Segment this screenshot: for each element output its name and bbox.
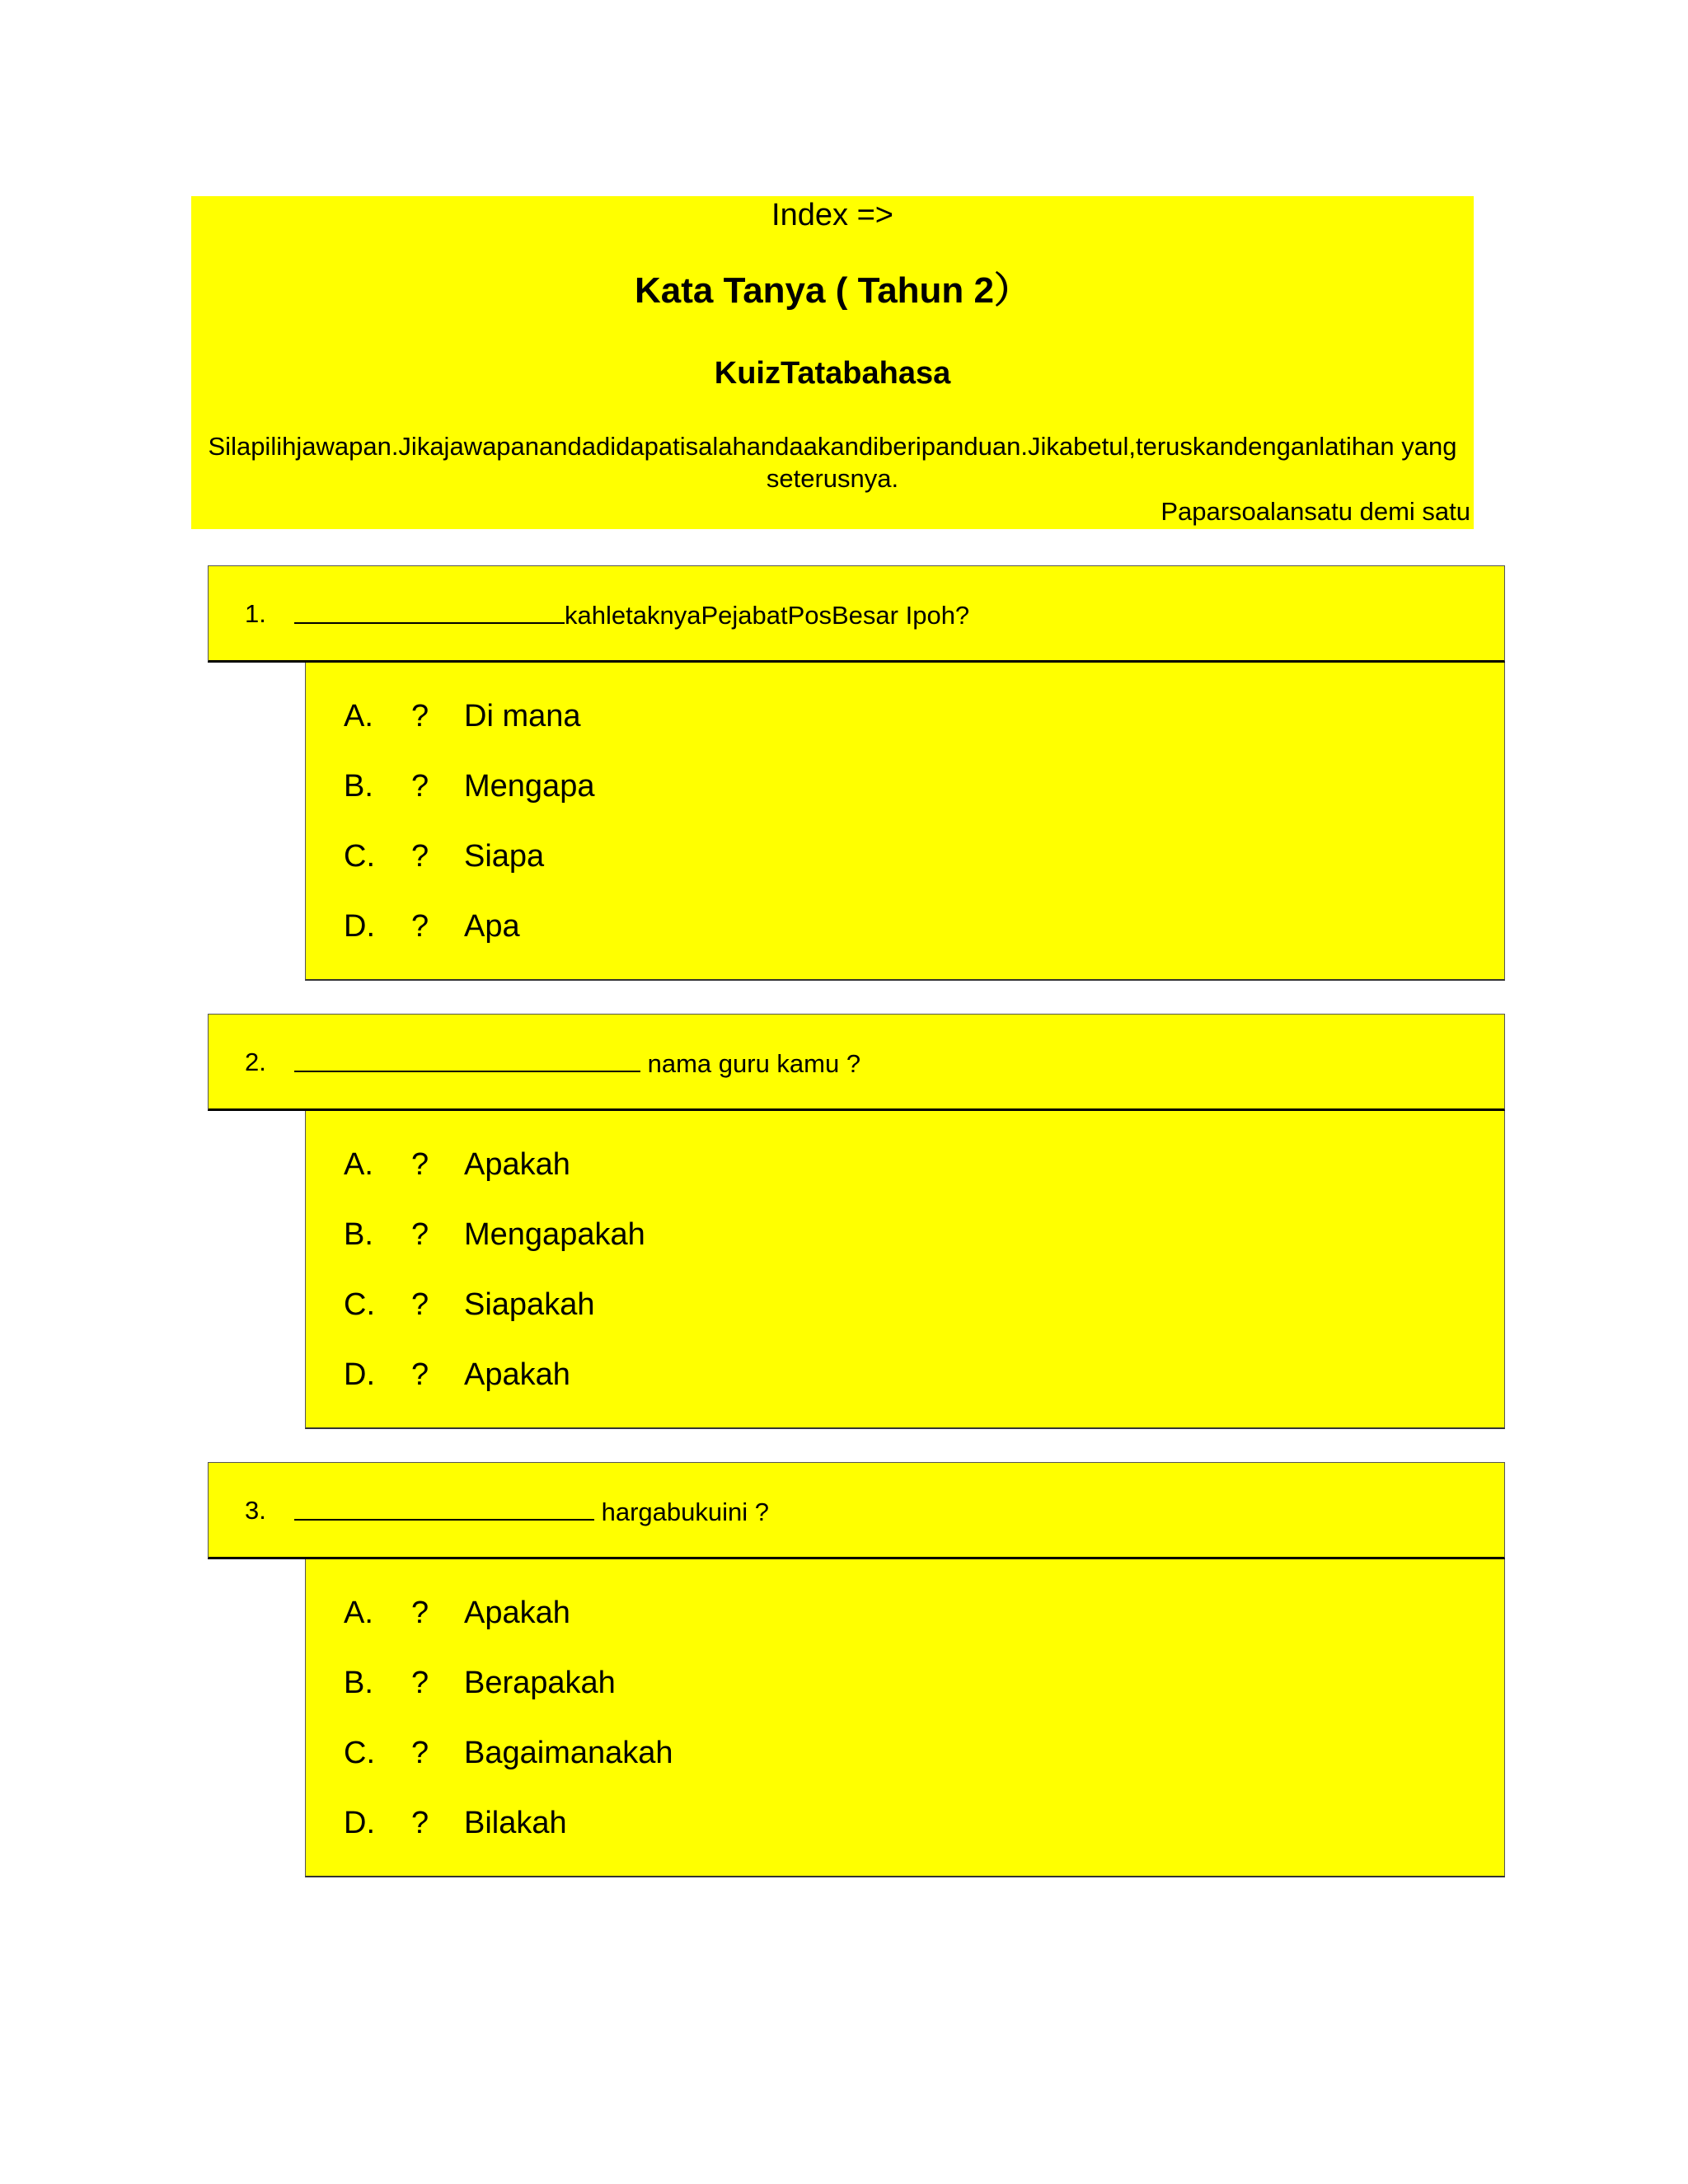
- option-marker: ?: [411, 1357, 429, 1392]
- option-letter: B.: [344, 1666, 373, 1700]
- question-number: 3.: [245, 1496, 266, 1525]
- option-marker: ?: [411, 1596, 429, 1630]
- question-number: 1.: [245, 599, 266, 628]
- question-text: [294, 1046, 860, 1080]
- option-marker: ?: [411, 1147, 429, 1182]
- page-title: Kata Tanya ( Tahun 2）: [634, 270, 1030, 311]
- answer-blank: [294, 1046, 640, 1072]
- quiz-instructions: Silapilihjawapan.Jikajawapanandadidapatisalahandaakandiberipanduan.Jikabetul,teruskandenganlatihan yang seterusnya.: [208, 432, 1457, 493]
- option-letter: C.: [344, 1736, 375, 1770]
- option-text: Di mana: [464, 699, 581, 733]
- option-letter: A.: [344, 1596, 373, 1630]
- answer-options: [305, 1111, 1505, 1429]
- option-letter: D.: [344, 1806, 375, 1840]
- option-marker: ?: [411, 1666, 429, 1700]
- question-stem: [208, 565, 1505, 663]
- option-text: Apakah: [464, 1147, 570, 1182]
- option-text: Bilakah: [464, 1806, 567, 1840]
- option-a[interactable]: [306, 691, 883, 742]
- answer-options: [305, 663, 1505, 981]
- question-text: [294, 598, 969, 632]
- question-stem: [208, 1014, 1505, 1111]
- option-marker: ?: [411, 1806, 429, 1840]
- option-letter: C.: [344, 1287, 375, 1322]
- option-c[interactable]: [306, 1727, 883, 1779]
- option-text: Apa: [464, 909, 520, 944]
- question-text-rest: hargabukuini ?: [594, 1497, 769, 1526]
- question-text-rest: nama guru kamu ?: [640, 1049, 861, 1078]
- option-text: Apakah: [464, 1357, 570, 1392]
- option-a[interactable]: [306, 1139, 883, 1190]
- option-letter: A.: [344, 1147, 373, 1182]
- option-text: Apakah: [464, 1596, 570, 1630]
- option-text: Siapa: [464, 839, 545, 874]
- option-b[interactable]: [306, 1657, 883, 1708]
- answer-blank: [294, 598, 565, 624]
- option-c[interactable]: [306, 831, 883, 882]
- option-letter: D.: [344, 1357, 375, 1392]
- option-marker: ?: [411, 1287, 429, 1322]
- quiz-subtitle: KuizTatabahasa: [714, 356, 951, 391]
- option-a[interactable]: [306, 1587, 883, 1638]
- quiz-header: [191, 196, 1474, 529]
- question-number: 2.: [245, 1047, 266, 1076]
- option-marker: ?: [411, 1217, 429, 1252]
- option-letter: B.: [344, 769, 373, 804]
- option-c[interactable]: [306, 1279, 883, 1330]
- option-marker: ?: [411, 769, 429, 804]
- option-text: Mengapa: [464, 769, 595, 804]
- option-d[interactable]: [306, 1797, 883, 1849]
- option-letter: C.: [344, 839, 375, 874]
- option-text: Siapakah: [464, 1287, 595, 1322]
- option-marker: ?: [411, 909, 429, 944]
- option-d[interactable]: [306, 901, 883, 952]
- option-text: Mengapakah: [464, 1217, 645, 1252]
- index-link[interactable]: Index =>: [771, 198, 893, 232]
- option-marker: ?: [411, 699, 429, 733]
- option-text: Berapakah: [464, 1666, 616, 1700]
- option-marker: ?: [411, 1736, 429, 1770]
- option-text: Bagaimanakah: [464, 1736, 673, 1770]
- option-d[interactable]: [306, 1349, 883, 1400]
- option-b[interactable]: [306, 1209, 883, 1260]
- display-order-note: Paparsoalansatu demi satu: [1160, 497, 1470, 526]
- answer-options: [305, 1559, 1505, 1877]
- option-letter: A.: [344, 699, 373, 733]
- option-b[interactable]: [306, 761, 883, 812]
- option-marker: ?: [411, 839, 429, 874]
- answer-blank: [294, 1494, 594, 1521]
- option-letter: D.: [344, 909, 375, 944]
- question-stem: [208, 1462, 1505, 1559]
- question-text: [294, 1494, 769, 1529]
- question-text-rest: kahletaknyaPejabatPosBesar Ipoh?: [565, 601, 970, 630]
- option-letter: B.: [344, 1217, 373, 1252]
